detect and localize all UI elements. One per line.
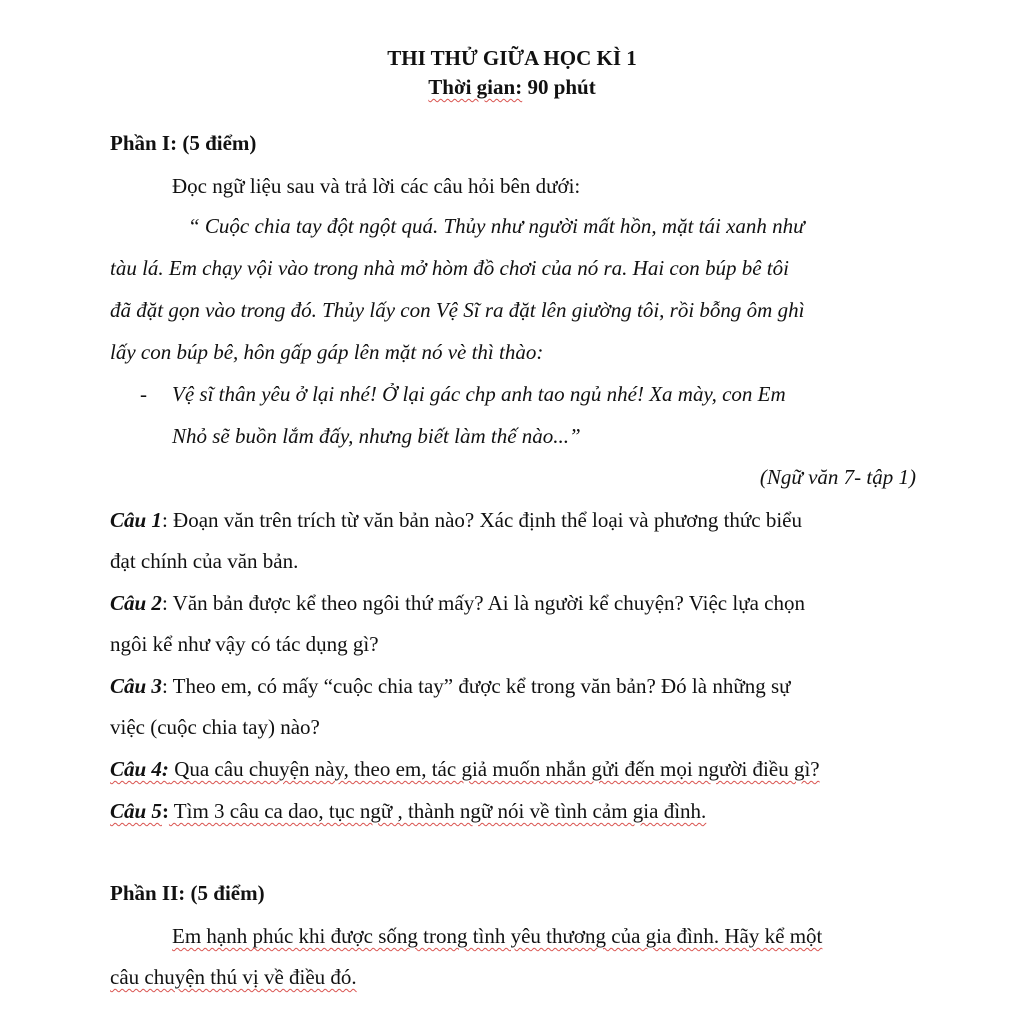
question-3-cont: việc (cuộc chia tay) nào? (110, 715, 320, 739)
question-3: Câu 3: Theo em, có mấy “cuộc chia tay” được kể trong văn bản? Đó là những sự (110, 674, 791, 698)
question-label: Câu 2 (110, 591, 162, 615)
exam-time (0, 77, 1024, 98)
part2-prompt-cont: câu chuyện thú vị về điều đó. (110, 965, 357, 989)
question-2: Câu 2: Văn bản được kể theo ngôi thứ mấy? Ai là người kể chuyện? Việc lựa chọn (110, 591, 805, 615)
time-value: 90 phút (527, 75, 596, 99)
excerpt-line: đã đặt gọn vào trong đó. Thủy lấy con Vệ Sĩ ra đặt lên giường tôi, rồi bỗng ôm ghì (110, 298, 805, 322)
part1-instruction: Đọc ngữ liệu sau và trả lời các câu hỏi bên dưới: (172, 174, 581, 198)
question-4: Câu 4: Qua câu chuyện này, theo em, tác giả muốn nhắn gửi đến mọi người điều gì? (110, 757, 820, 781)
question-label: Câu 3 (110, 674, 162, 698)
part2-heading: Phần II: (5 điểm) (110, 881, 265, 905)
question-2-cont: ngôi kể như vậy có tác dụng gì? (110, 632, 379, 656)
question-5: Câu 5: Tìm 3 câu ca dao, tục ngữ , thành ngữ nói về tình cảm gia đình. (110, 799, 707, 823)
time-label: Thời gian: (428, 75, 523, 99)
excerpt-source: (Ngữ văn 7- tập 1) (759, 465, 916, 489)
question-label: Câu 1 (110, 508, 162, 532)
part1-heading: Phần I: (5 điểm) (110, 131, 257, 155)
question-label: Câu 4: (110, 757, 169, 781)
excerpt-line: lấy con búp bê, hôn gấp gáp lên mặt nó vè thì thào: (110, 340, 544, 364)
question-label: Câu 5 (110, 799, 162, 823)
dialogue-line: Nhỏ sẽ buồn lắm đấy, nhưng biết làm thế nào...” (172, 424, 581, 448)
excerpt-line: tàu lá. Em chạy vội vào trong nhà mở hòm đồ chơi của nó ra. Hai con búp bê tôi (110, 256, 789, 280)
question-1-cont: đạt chính của văn bản. (110, 549, 299, 573)
dialogue-dash: - (140, 382, 147, 406)
question-1: Câu 1: Đoạn văn trên trích từ văn bản nào? Xác định thể loại và phương thức biểu (110, 508, 803, 532)
exam-title: THI THỬ GIỮA HỌC KÌ 1 (387, 46, 637, 70)
dialogue-line: Vệ sĩ thân yêu ở lại nhé! Ở lại gác chp anh tao ngủ nhé! Xa mày, con Em (172, 382, 786, 406)
excerpt-line: “ Cuộc chia tay đột ngột quá. Thủy như người mất hồn, mặt tái xanh như (188, 214, 805, 238)
part2-prompt: Em hạnh phúc khi được sống trong tình yêu thương của gia đình. Hãy kể một (172, 924, 823, 948)
